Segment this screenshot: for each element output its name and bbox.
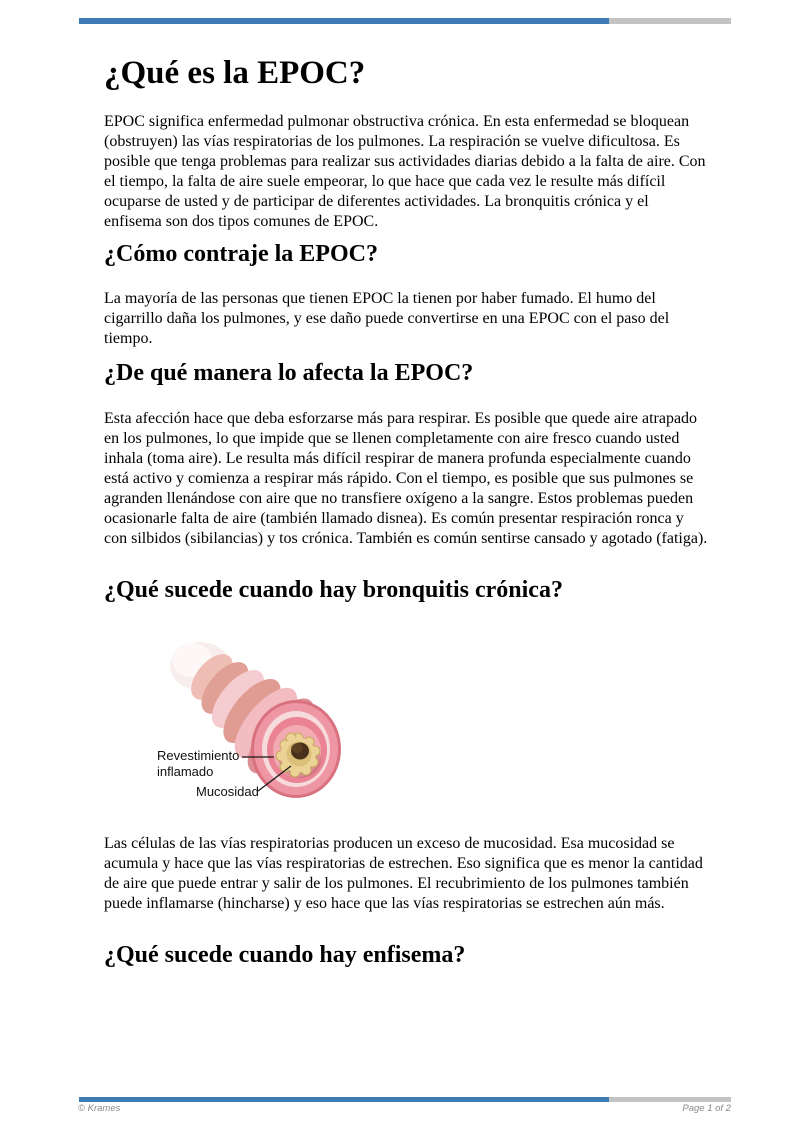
- footer-accent-bar-gray: [609, 1097, 731, 1102]
- paragraph-bronchitis: Las células de las vías respiratorias producen un exceso de mucosidad. Esa mucosidad se acumula y hace que las vías respiratorias de estrechen. Eso significa que es menor la cantidad de aire que puede entrar y salir de los pulmones. El recubrimiento de los pulmones también puede inflamarse (hincharse) y eso hace que las vías respiratorias se estrechen aún más.: [104, 835, 703, 912]
- footer-page-indicator: Page 1 of 2: [682, 1103, 731, 1114]
- figure-label-mucus: Mucosidad: [196, 784, 259, 799]
- top-accent-bar-gray: [609, 18, 731, 24]
- section-heading-bronchitis: ¿Qué sucede cuando hay bronquitis crónica?: [104, 577, 563, 603]
- top-accent-bar-blue: [79, 18, 609, 24]
- footer-accent-bar: [79, 1097, 731, 1102]
- footer-copyright: © Krames: [78, 1103, 121, 1114]
- paragraph-how-contracted: La mayoría de las personas que tienen EPOC la tienen por haber fumado. El humo del cigarrillo daña los pulmones, y ese daño puede convertirse en una EPOC con el paso del tiempo.: [104, 290, 670, 347]
- section-heading-how-contracted: ¿Cómo contraje la EPOC?: [104, 241, 378, 267]
- page-title: ¿Qué es la EPOC?: [104, 55, 366, 91]
- section-heading-emphysema: ¿Qué sucede cuando hay enfisema?: [104, 942, 466, 968]
- top-accent-bar: [79, 18, 731, 24]
- section-heading-how-affects: ¿De qué manera lo afecta la EPOC?: [104, 360, 474, 386]
- bronchial-tube-figure: [100, 618, 520, 838]
- footer-accent-bar-blue: [79, 1097, 609, 1102]
- intro-paragraph: EPOC significa enfermedad pulmonar obstructiva crónica. En esta enfermedad se bloquean (obstruyen) las vías respiratorias de los pulmones. La respiración se vuelve dificultosa. Es posible que tenga problemas para realizar sus actividades diarias debido a la falta de aire. Con el tiempo, la falta de aire suele empeorar, lo que hace que cada vez le resulte más difícil ocuparse de usted y de participar de diferentes actividades. La bronquitis crónica y el enfisema son dos tipos comunes de EPOC.: [104, 113, 706, 230]
- figure-label-inflamed-lining: Revestimiento inflamado: [157, 748, 240, 779]
- bronchial-tube-illustration: [100, 618, 520, 838]
- paragraph-how-affects: Esta afección hace que deba esforzarse más para respirar. Es posible que quede aire atrapado en los pulmones, lo que impide que se llenen completamente con aire fresco cuando usted inhala (toma aire). Le resulta más difícil respirar de manera profunda especialmente cuando está activo y comienza a respirar más rápido. Con el tiempo, es posible que sus pulmones se agranden llenándose con aire que no transfiere oxígeno a la sangre. Estos problemas pueden ocasionarle falta de aire (también llamado disnea). Es común presentar respiración ronca y con silbidos (sibilancias) y tos crónica. También es común sentirse cansado y agotado (fatiga).: [104, 410, 708, 547]
